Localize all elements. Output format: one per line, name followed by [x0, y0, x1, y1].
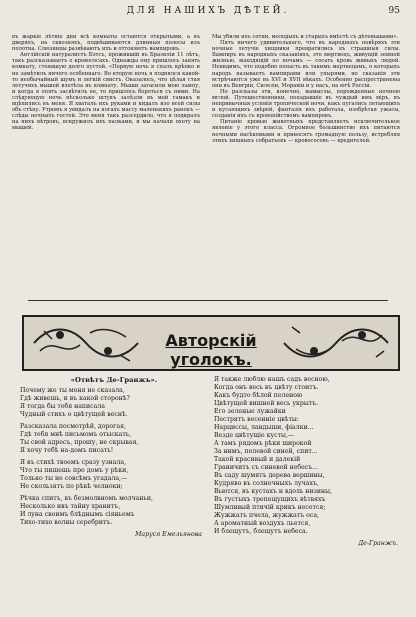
poem-line: Цвѣтущей вишней весь укрытъ. [214, 400, 319, 407]
poem-line: Везде цвѣтущіе кусты,— [214, 432, 295, 439]
poem-line: Я также люблю нашъ садъ весною, [214, 376, 330, 383]
article-columns [12, 34, 404, 300]
poem-line: А ароматный воздухъ льется, [214, 520, 311, 527]
poem-line: Въ густыхъ трепещущихъ вѣтвяхъ [214, 496, 326, 503]
section-title: Авторскій уголокъ. [165, 331, 257, 369]
poem-left [20, 376, 208, 539]
poem-stanza [20, 423, 208, 455]
poem-line: Гдѣ тебя мнѣ письмомъ отыскать, [20, 431, 132, 438]
article-paragraph: Англійскій натуралистъ Бэтсъ, прожившій въ Бразиліи 11 лѣтъ, такъ разсказываетъ о кровососахъ. Однажды ему пришлось занять комнату, стоявшую долго пустой. «Первую ночь я спалъ крѣпко и не замѣтилъ ничего особеннаго. Во вторую ночь я поднялся какой-то необычайный шумъ и легкій свистъ. Оказалось, что цѣлая стая летучихъ мышей влетѣла въ комнату. Мыши загасили мою лампу, и когда я опять засвѣтилъ ее, то пришлось бороться съ ними. На слѣдующую ночь нѣсколько штукъ залѣзли въ мой гамакъ и вцѣпились въ меня. Я хваталъ ихъ руками и кидалъ изо всей силы объ стѣну. Утромъ я увидалъ на ногахъ массу маленькихъ ранокъ — слѣды ночныхъ гостей. Это меня такъ разсердило, что я подкралъ на нихъ вѣтровъ, вскружилъ ихъ палками, и мы начали охоту на мышей. [12, 52, 200, 132]
article-paragraph: Но разсказы эти, конечно, вымыслы, порожденные ночною мглой. Путешественники, попадавшіе въ чуждый имъ міръ, въ непривычныя условія тропической ночи, какъ пугались летающихъ и кусающихъ звѣрей, фантазія ихъ работала, изобрѣтая ужасы, созданія ихъ съ кровопійствомъ вампировъ. [212, 88, 400, 120]
poem-signature: Маруся Емельянова [135, 531, 202, 538]
article-paragraph: Мы убили ихъ сотни, молодыхъ и старыхъ вмѣстѣ съ дѣтенышами». [212, 34, 399, 40]
poem-line: Несколько ивъ тайну хранитъ, [20, 503, 121, 510]
poem-line: Шумливый птичій крикъ несется; [214, 504, 326, 511]
poem-line: Вьются, въ кустахъ и вдоль низины, [214, 488, 333, 495]
section-banner [22, 315, 400, 371]
poem-line: Рѣчка спитъ, въ безмолвномъ молчаньи, [20, 495, 154, 502]
floral-ornament-icon [280, 321, 392, 365]
poems-section [14, 376, 402, 602]
poem-line: Его зеленые лужайки [214, 408, 286, 415]
poem-line: Какъ будто бѣлой пеленою [214, 392, 303, 399]
poem-line: А тамъ рядомъ рѣки широкой [214, 440, 312, 447]
poem-line: Пестрятъ весенніе цвѣты: [214, 416, 299, 423]
poem-line: Я тогда бы тебя написала [20, 403, 105, 410]
poem-line: Граничитъ съ синевой небесъ... [214, 464, 319, 471]
floral-ornament-icon [30, 321, 142, 365]
running-head: ДЛЯ НАШИХЪ ДѢТЕЙ. [126, 6, 290, 16]
poem-line: Только ты не совсѣмъ угадала,— [20, 475, 128, 482]
poem-line: Я въ стихѣ твоемъ сразу узнала, [20, 459, 127, 466]
poem-line: Я хочу тебѣ на-домъ писать! [20, 447, 114, 454]
page-number: 95 [388, 6, 400, 16]
article-paragraph: въ жаркіе лѣтніе дни всѣ комнаты остаются открытыми, а въ дверяхъ, на сквозняхъ, подвѣшиваются длинныя полосы изъ полотна. Слюзницы развѣваютъ ихъ и отгоняютъ вампировъ. [12, 34, 200, 53]
poem-title: «Отвѣтъ Де-Гранжъ». [70, 376, 158, 384]
poem-line: Разсказала посмотрѣй, дорогая, [20, 423, 126, 430]
poem-stanza [20, 387, 208, 419]
poem-line: Въ саду шумятъ дерева вершины, [214, 472, 325, 479]
poem-right [214, 376, 402, 548]
poem-line: Ты свой адресъ, прошу, не скрывая, [20, 439, 139, 446]
poem-line: Когда онъ весь въ цвѣту стоитъ. [214, 384, 319, 391]
poem-line: Почему же ты меня не сказала, [20, 387, 125, 394]
poem-line: Что ты пишешь про домъ у рѣки, [20, 467, 129, 474]
poem-line: Жужжатъ пчела, жужжатъ оса, [214, 512, 320, 519]
poem-line: Нарциссы, ландыши, фіалки... [214, 424, 314, 431]
article-paragraph: Пятъ ничего удивительнаго, что въ народныхъ повѣряхъ эти ночные летучіе хищники превратились въ страшныя силы. Вампиръ въ народныхъ сказаніяхъ, это мертвецъ, живущій земной жизнью, выходящій по ночамъ — сосать кровь живыхъ людей. Невидимъ, что подобно попасть въ такимъ мертвецамъ, о которыхъ народъ называетъ вампирами или упырями, но сказанія эти встрѣчаются уже въ XVI и XVII вѣкахъ. Особенно распространены они въ Венгріи, Силезіи, Моравіи и у насъ, на югѣ Россіи. [212, 40, 400, 89]
poem-line: Гдѣ живешь, и въ какой сторонѣ? [20, 395, 130, 402]
article-right-column [212, 34, 400, 300]
poem-line: И блещутъ, блещутъ небеса. [214, 528, 308, 535]
section-divider [28, 300, 388, 301]
poem-line: Чудный стихъ о цвѣтущей веснѣ. [20, 411, 128, 418]
poem-line: Такой красивый и далекій [214, 456, 301, 463]
poem-line: За нимъ, полевой синей, спит... [214, 448, 318, 455]
article-paragraph: Питаніе кровью животныхъ представляетъ исключительное явленіе у этого класса. Огромное большинство ихъ питаются ночными насѣкомыми и приносятъ громадную пользу, истребляя этихъ хищныхъ собратьевъ — кровососовъ — вредителей. [212, 119, 400, 144]
poem-line: И луна своимъ блѣднымъ сіяньемъ [20, 511, 135, 518]
poem-stanza [20, 495, 208, 527]
article-left-column [12, 34, 200, 300]
poem-stanza [20, 459, 208, 491]
poem-line: Не скользятъ по рѣкѣ челноки; [20, 483, 123, 490]
poem-line: Тихо-тихо волны серебритъ. [20, 519, 113, 526]
poem-signature: Де-Гранжъ. [358, 540, 398, 547]
poem-line: Кудряво въ солнечныхъ лучахъ, [214, 480, 319, 487]
